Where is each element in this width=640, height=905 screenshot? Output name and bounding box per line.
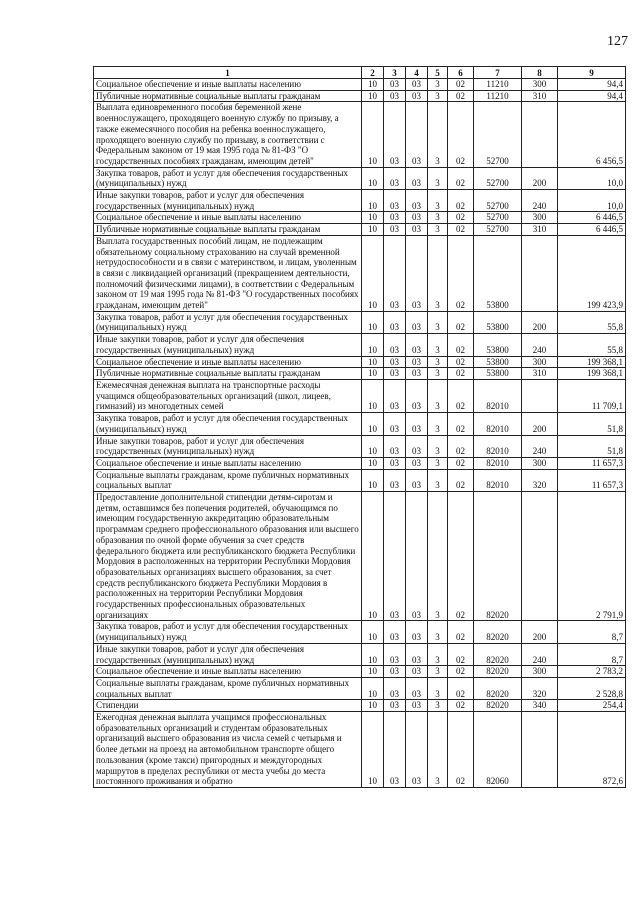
main-event-code: 02 — [448, 102, 474, 167]
table-row — [94, 334, 626, 356]
amount: 254,4 — [558, 700, 626, 712]
main-event-code: 02 — [448, 356, 474, 368]
subprogram-code: 3 — [428, 356, 448, 368]
column-number: 5 — [428, 67, 448, 79]
row-description: Ежегодная денежная выплата учащимся профессиональных образовательных организаций и студентам образовательных организаций высшего образования из числа семей с четырьмя и более детьми на проезд на автомобильном транспорте общего пользования (кроме такси) пригородных и междугородных маршрутов в пределах республики от места учебы до места постоянного проживания и обратно — [94, 712, 362, 788]
subprogram-code: 3 — [428, 334, 448, 356]
table-row — [94, 621, 626, 643]
subprogram-code: 3 — [428, 311, 448, 333]
section-code: 10 — [362, 334, 384, 356]
expense-type-code: 340 — [522, 700, 558, 712]
section-code: 10 — [362, 469, 384, 491]
direction-code: 11210 — [474, 79, 522, 91]
section-code: 10 — [362, 212, 384, 224]
main-event-code: 02 — [448, 334, 474, 356]
program-code: 03 — [406, 435, 428, 457]
section-code: 10 — [362, 492, 384, 621]
subsection-code: 03 — [384, 712, 406, 788]
amount: 2 528,8 — [558, 677, 626, 699]
program-code: 03 — [406, 79, 428, 91]
table-row — [94, 167, 626, 189]
subsection-code: 03 — [384, 79, 406, 91]
program-code: 03 — [406, 666, 428, 678]
expense-type-code: 300 — [522, 457, 558, 469]
subsection-code: 03 — [384, 212, 406, 224]
main-event-code: 02 — [448, 90, 474, 102]
column-number-row — [94, 67, 626, 79]
subprogram-code: 3 — [428, 79, 448, 91]
amount: 199 368,1 — [558, 368, 626, 380]
subsection-code: 03 — [384, 621, 406, 643]
expense-type-code: 310 — [522, 368, 558, 380]
subsection-code: 03 — [384, 102, 406, 167]
main-event-code: 02 — [448, 224, 474, 236]
section-code: 10 — [362, 102, 384, 167]
amount: 8,7 — [558, 643, 626, 665]
direction-code: 82010 — [474, 379, 522, 412]
section-code: 10 — [362, 224, 384, 236]
row-description: Иные закупки товаров, работ и услуг для обеспечения государственных (муниципальных) нужд — [94, 334, 362, 356]
expense-type-code: 300 — [522, 666, 558, 678]
row-description: Закупка товаров, работ и услуг для обеспечения государственных (муниципальных) нужд — [94, 311, 362, 333]
subprogram-code: 3 — [428, 224, 448, 236]
section-code: 10 — [362, 457, 384, 469]
section-code: 10 — [362, 356, 384, 368]
amount: 2 783,2 — [558, 666, 626, 678]
main-event-code: 02 — [448, 712, 474, 788]
amount: 10,0 — [558, 167, 626, 189]
main-event-code: 02 — [448, 190, 474, 212]
amount: 199 368,1 — [558, 356, 626, 368]
direction-code: 53800 — [474, 235, 522, 311]
subsection-code: 03 — [384, 368, 406, 380]
budget-table — [93, 66, 626, 788]
amount: 55,8 — [558, 311, 626, 333]
table-row — [94, 435, 626, 457]
direction-code: 53800 — [474, 334, 522, 356]
table-row — [94, 700, 626, 712]
row-description: Иные закупки товаров, работ и услуг для обеспечения государственных (муниципальных) нужд — [94, 643, 362, 665]
amount: 10,0 — [558, 190, 626, 212]
table-row — [94, 224, 626, 236]
table-row — [94, 311, 626, 333]
program-code: 03 — [406, 190, 428, 212]
subprogram-code: 3 — [428, 379, 448, 412]
row-description: Публичные нормативные социальные выплаты гражданам — [94, 368, 362, 380]
table-row — [94, 457, 626, 469]
row-description: Закупка товаров, работ и услуг для обеспечения государственных (муниципальных) нужд — [94, 621, 362, 643]
expense-type-code: 200 — [522, 621, 558, 643]
amount: 2 791,9 — [558, 492, 626, 621]
amount: 8,7 — [558, 621, 626, 643]
program-code: 03 — [406, 167, 428, 189]
row-description: Стипендии — [94, 700, 362, 712]
expense-type-code — [522, 102, 558, 167]
row-description: Социальное обеспечение и иные выплаты населению — [94, 356, 362, 368]
page-number: 127 — [607, 34, 628, 49]
row-description: Публичные нормативные социальные выплаты гражданам — [94, 224, 362, 236]
table-row — [94, 79, 626, 91]
direction-code: 82020 — [474, 677, 522, 699]
section-code: 10 — [362, 90, 384, 102]
subprogram-code: 3 — [428, 643, 448, 665]
table-row — [94, 212, 626, 224]
subprogram-code: 3 — [428, 700, 448, 712]
subprogram-code: 3 — [428, 469, 448, 491]
direction-code: 52700 — [474, 212, 522, 224]
direction-code: 11210 — [474, 90, 522, 102]
table-row — [94, 102, 626, 167]
amount: 55,8 — [558, 334, 626, 356]
main-event-code: 02 — [448, 235, 474, 311]
subsection-code: 03 — [384, 334, 406, 356]
expense-type-code: 300 — [522, 212, 558, 224]
program-code: 03 — [406, 90, 428, 102]
main-event-code: 02 — [448, 700, 474, 712]
program-code: 03 — [406, 413, 428, 435]
amount: 6 446,5 — [558, 224, 626, 236]
subsection-code: 03 — [384, 379, 406, 412]
column-number: 7 — [474, 67, 522, 79]
expense-type-code — [522, 235, 558, 311]
subsection-code: 03 — [384, 190, 406, 212]
subsection-code: 03 — [384, 666, 406, 678]
expense-type-code: 240 — [522, 334, 558, 356]
row-description: Социальные выплаты гражданам, кроме публичных нормативных социальных выплат — [94, 677, 362, 699]
table-row — [94, 712, 626, 788]
direction-code: 82010 — [474, 457, 522, 469]
subsection-code: 03 — [384, 413, 406, 435]
table-row — [94, 190, 626, 212]
section-code: 10 — [362, 311, 384, 333]
program-code: 03 — [406, 677, 428, 699]
section-code: 10 — [362, 235, 384, 311]
subsection-code: 03 — [384, 700, 406, 712]
subprogram-code: 3 — [428, 435, 448, 457]
main-event-code: 02 — [448, 666, 474, 678]
expense-type-code: 300 — [522, 79, 558, 91]
direction-code: 52700 — [474, 224, 522, 236]
column-number: 1 — [94, 67, 362, 79]
program-code: 03 — [406, 379, 428, 412]
subprogram-code: 3 — [428, 235, 448, 311]
expense-type-code: 200 — [522, 413, 558, 435]
program-code: 03 — [406, 457, 428, 469]
row-description: Социальные выплаты гражданам, кроме публичных нормативных социальных выплат — [94, 469, 362, 491]
main-event-code: 02 — [448, 413, 474, 435]
expense-type-code — [522, 379, 558, 412]
subsection-code: 03 — [384, 435, 406, 457]
direction-code: 82010 — [474, 413, 522, 435]
program-code: 03 — [406, 102, 428, 167]
section-code: 10 — [362, 413, 384, 435]
row-description: Ежемесячная денежная выплата на транспортные расходы учащимся общеобразовательных организаций (школ, лицеев, гимназий) из многодетных семей — [94, 379, 362, 412]
amount: 11 657,3 — [558, 457, 626, 469]
row-description: Социальное обеспечение и иные выплаты населению — [94, 666, 362, 678]
subsection-code: 03 — [384, 643, 406, 665]
column-number: 8 — [522, 67, 558, 79]
subprogram-code: 3 — [428, 90, 448, 102]
table-row — [94, 235, 626, 311]
expense-type-code: 310 — [522, 224, 558, 236]
program-code: 03 — [406, 621, 428, 643]
table-row — [94, 469, 626, 491]
section-code: 10 — [362, 712, 384, 788]
main-event-code: 02 — [448, 79, 474, 91]
program-code: 03 — [406, 224, 428, 236]
subprogram-code: 3 — [428, 212, 448, 224]
direction-code: 53800 — [474, 356, 522, 368]
direction-code: 82020 — [474, 492, 522, 621]
amount: 51,8 — [558, 435, 626, 457]
expense-type-code: 240 — [522, 643, 558, 665]
subsection-code: 03 — [384, 492, 406, 621]
row-description: Предоставление дополнительной стипендии детям-сиротам и детям, оставшимся без попечения родителей, обучающимся по имеющим государственную аккредитацию образовательным программам среднего профессионального образования или высшего образования по очной форме обучения за счет средств федерального бюджета или республиканского бюджета Республики Мордовия в расположенных на территории Республики Мордовия образовательных организациях высшего образования, за счет средств республиканского бюджета Республики Мордовия в расположенных на территории Республики Мордовия государственных профессиональных образовательных организациях — [94, 492, 362, 621]
subprogram-code: 3 — [428, 368, 448, 380]
subsection-code: 03 — [384, 356, 406, 368]
table-row — [94, 677, 626, 699]
row-description: Публичные нормативные социальные выплаты гражданам — [94, 90, 362, 102]
amount: 94,4 — [558, 90, 626, 102]
main-event-code: 02 — [448, 379, 474, 412]
table-body — [94, 79, 626, 788]
program-code: 03 — [406, 212, 428, 224]
section-code: 10 — [362, 435, 384, 457]
direction-code: 82020 — [474, 666, 522, 678]
section-code: 10 — [362, 700, 384, 712]
table-row — [94, 413, 626, 435]
program-code: 03 — [406, 712, 428, 788]
main-event-code: 02 — [448, 621, 474, 643]
main-event-code: 02 — [448, 212, 474, 224]
amount: 94,4 — [558, 79, 626, 91]
subsection-code: 03 — [384, 457, 406, 469]
subprogram-code: 3 — [428, 102, 448, 167]
program-code: 03 — [406, 492, 428, 621]
expense-type-code: 300 — [522, 356, 558, 368]
row-description: Закупка товаров, работ и услуг для обеспечения государственных (муниципальных) нужд — [94, 167, 362, 189]
subsection-code: 03 — [384, 167, 406, 189]
subsection-code: 03 — [384, 235, 406, 311]
subsection-code: 03 — [384, 311, 406, 333]
row-description: Закупка товаров, работ и услуг для обеспечения государственных (муниципальных) нужд — [94, 413, 362, 435]
section-code: 10 — [362, 368, 384, 380]
main-event-code: 02 — [448, 435, 474, 457]
row-description: Выплата единовременного пособия беременной жене военнослужащего, проходящего военную службу по призыву, а также ежемесячного пособия на ребенка военнослужащего, проходящего военную службу по призыву, в соответствии с Федеральным законом от 19 мая 1995 года № 81-ФЗ "О государственных пособиях гражданам, имеющим детей" — [94, 102, 362, 167]
expense-type-code — [522, 492, 558, 621]
row-description: Иные закупки товаров, работ и услуг для обеспечения государственных (муниципальных) нужд — [94, 190, 362, 212]
expense-type-code: 320 — [522, 469, 558, 491]
expense-type-code: 200 — [522, 311, 558, 333]
column-number: 9 — [558, 67, 626, 79]
amount: 199 423,9 — [558, 235, 626, 311]
program-code: 03 — [406, 334, 428, 356]
program-code: 03 — [406, 368, 428, 380]
section-code: 10 — [362, 666, 384, 678]
amount: 872,6 — [558, 712, 626, 788]
amount: 11 657,3 — [558, 469, 626, 491]
subsection-code: 03 — [384, 224, 406, 236]
program-code: 03 — [406, 311, 428, 333]
main-event-code: 02 — [448, 469, 474, 491]
program-code: 03 — [406, 469, 428, 491]
section-code: 10 — [362, 677, 384, 699]
expense-type-code: 200 — [522, 167, 558, 189]
column-number: 4 — [406, 67, 428, 79]
subprogram-code: 3 — [428, 677, 448, 699]
program-code: 03 — [406, 643, 428, 665]
direction-code: 53800 — [474, 368, 522, 380]
subprogram-code: 3 — [428, 666, 448, 678]
row-description: Выплата государственных пособий лицам, не подлежащим обязательному социальному страхованию на случай временной нетрудоспособности и в связи с материнством, и лицам, уволенным в связи с ликвидацией организаций (прекращением деятельности, полномочий физическими лицами), в соответствии с Федеральным законом от 19 мая 1995 года № 81-ФЗ "О государственных пособиях гражданам, имеющим детей" — [94, 235, 362, 311]
expense-type-code: 320 — [522, 677, 558, 699]
column-number: 6 — [448, 67, 474, 79]
section-code: 10 — [362, 167, 384, 189]
program-code: 03 — [406, 356, 428, 368]
direction-code: 52700 — [474, 167, 522, 189]
program-code: 03 — [406, 700, 428, 712]
section-code: 10 — [362, 79, 384, 91]
column-number: 3 — [384, 67, 406, 79]
direction-code: 82020 — [474, 643, 522, 665]
row-description: Социальное обеспечение и иные выплаты населению — [94, 212, 362, 224]
main-event-code: 02 — [448, 643, 474, 665]
direction-code: 82020 — [474, 700, 522, 712]
subsection-code: 03 — [384, 677, 406, 699]
subsection-code: 03 — [384, 469, 406, 491]
subsection-code: 03 — [384, 90, 406, 102]
table-row — [94, 379, 626, 412]
expense-type-code — [522, 712, 558, 788]
amount: 11 709,1 — [558, 379, 626, 412]
amount: 6 446,5 — [558, 212, 626, 224]
direction-code: 53800 — [474, 311, 522, 333]
table-row — [94, 368, 626, 380]
subprogram-code: 3 — [428, 190, 448, 212]
amount: 51,8 — [558, 413, 626, 435]
main-event-code: 02 — [448, 492, 474, 621]
expense-type-code: 310 — [522, 90, 558, 102]
direction-code: 82010 — [474, 469, 522, 491]
direction-code: 52700 — [474, 190, 522, 212]
row-description: Иные закупки товаров, работ и услуг для обеспечения государственных (муниципальных) нужд — [94, 435, 362, 457]
table-header — [94, 67, 626, 79]
section-code: 10 — [362, 190, 384, 212]
expense-type-code: 240 — [522, 190, 558, 212]
subprogram-code: 3 — [428, 167, 448, 189]
subprogram-code: 3 — [428, 457, 448, 469]
direction-code: 52700 — [474, 102, 522, 167]
main-event-code: 02 — [448, 677, 474, 699]
section-code: 10 — [362, 379, 384, 412]
direction-code: 82060 — [474, 712, 522, 788]
main-event-code: 02 — [448, 311, 474, 333]
direction-code: 82020 — [474, 621, 522, 643]
expense-type-code: 240 — [522, 435, 558, 457]
table-row — [94, 666, 626, 678]
row-description: Социальное обеспечение и иные выплаты населению — [94, 79, 362, 91]
subprogram-code: 3 — [428, 712, 448, 788]
subprogram-code: 3 — [428, 413, 448, 435]
main-event-code: 02 — [448, 167, 474, 189]
section-code: 10 — [362, 643, 384, 665]
program-code: 03 — [406, 235, 428, 311]
main-event-code: 02 — [448, 368, 474, 380]
table-row — [94, 492, 626, 621]
main-event-code: 02 — [448, 457, 474, 469]
table-row — [94, 643, 626, 665]
amount: 6 456,5 — [558, 102, 626, 167]
direction-code: 82010 — [474, 435, 522, 457]
table-row — [94, 356, 626, 368]
column-number: 2 — [362, 67, 384, 79]
row-description: Социальное обеспечение и иные выплаты населению — [94, 457, 362, 469]
subprogram-code: 3 — [428, 621, 448, 643]
table-row — [94, 90, 626, 102]
section-code: 10 — [362, 621, 384, 643]
subprogram-code: 3 — [428, 492, 448, 621]
